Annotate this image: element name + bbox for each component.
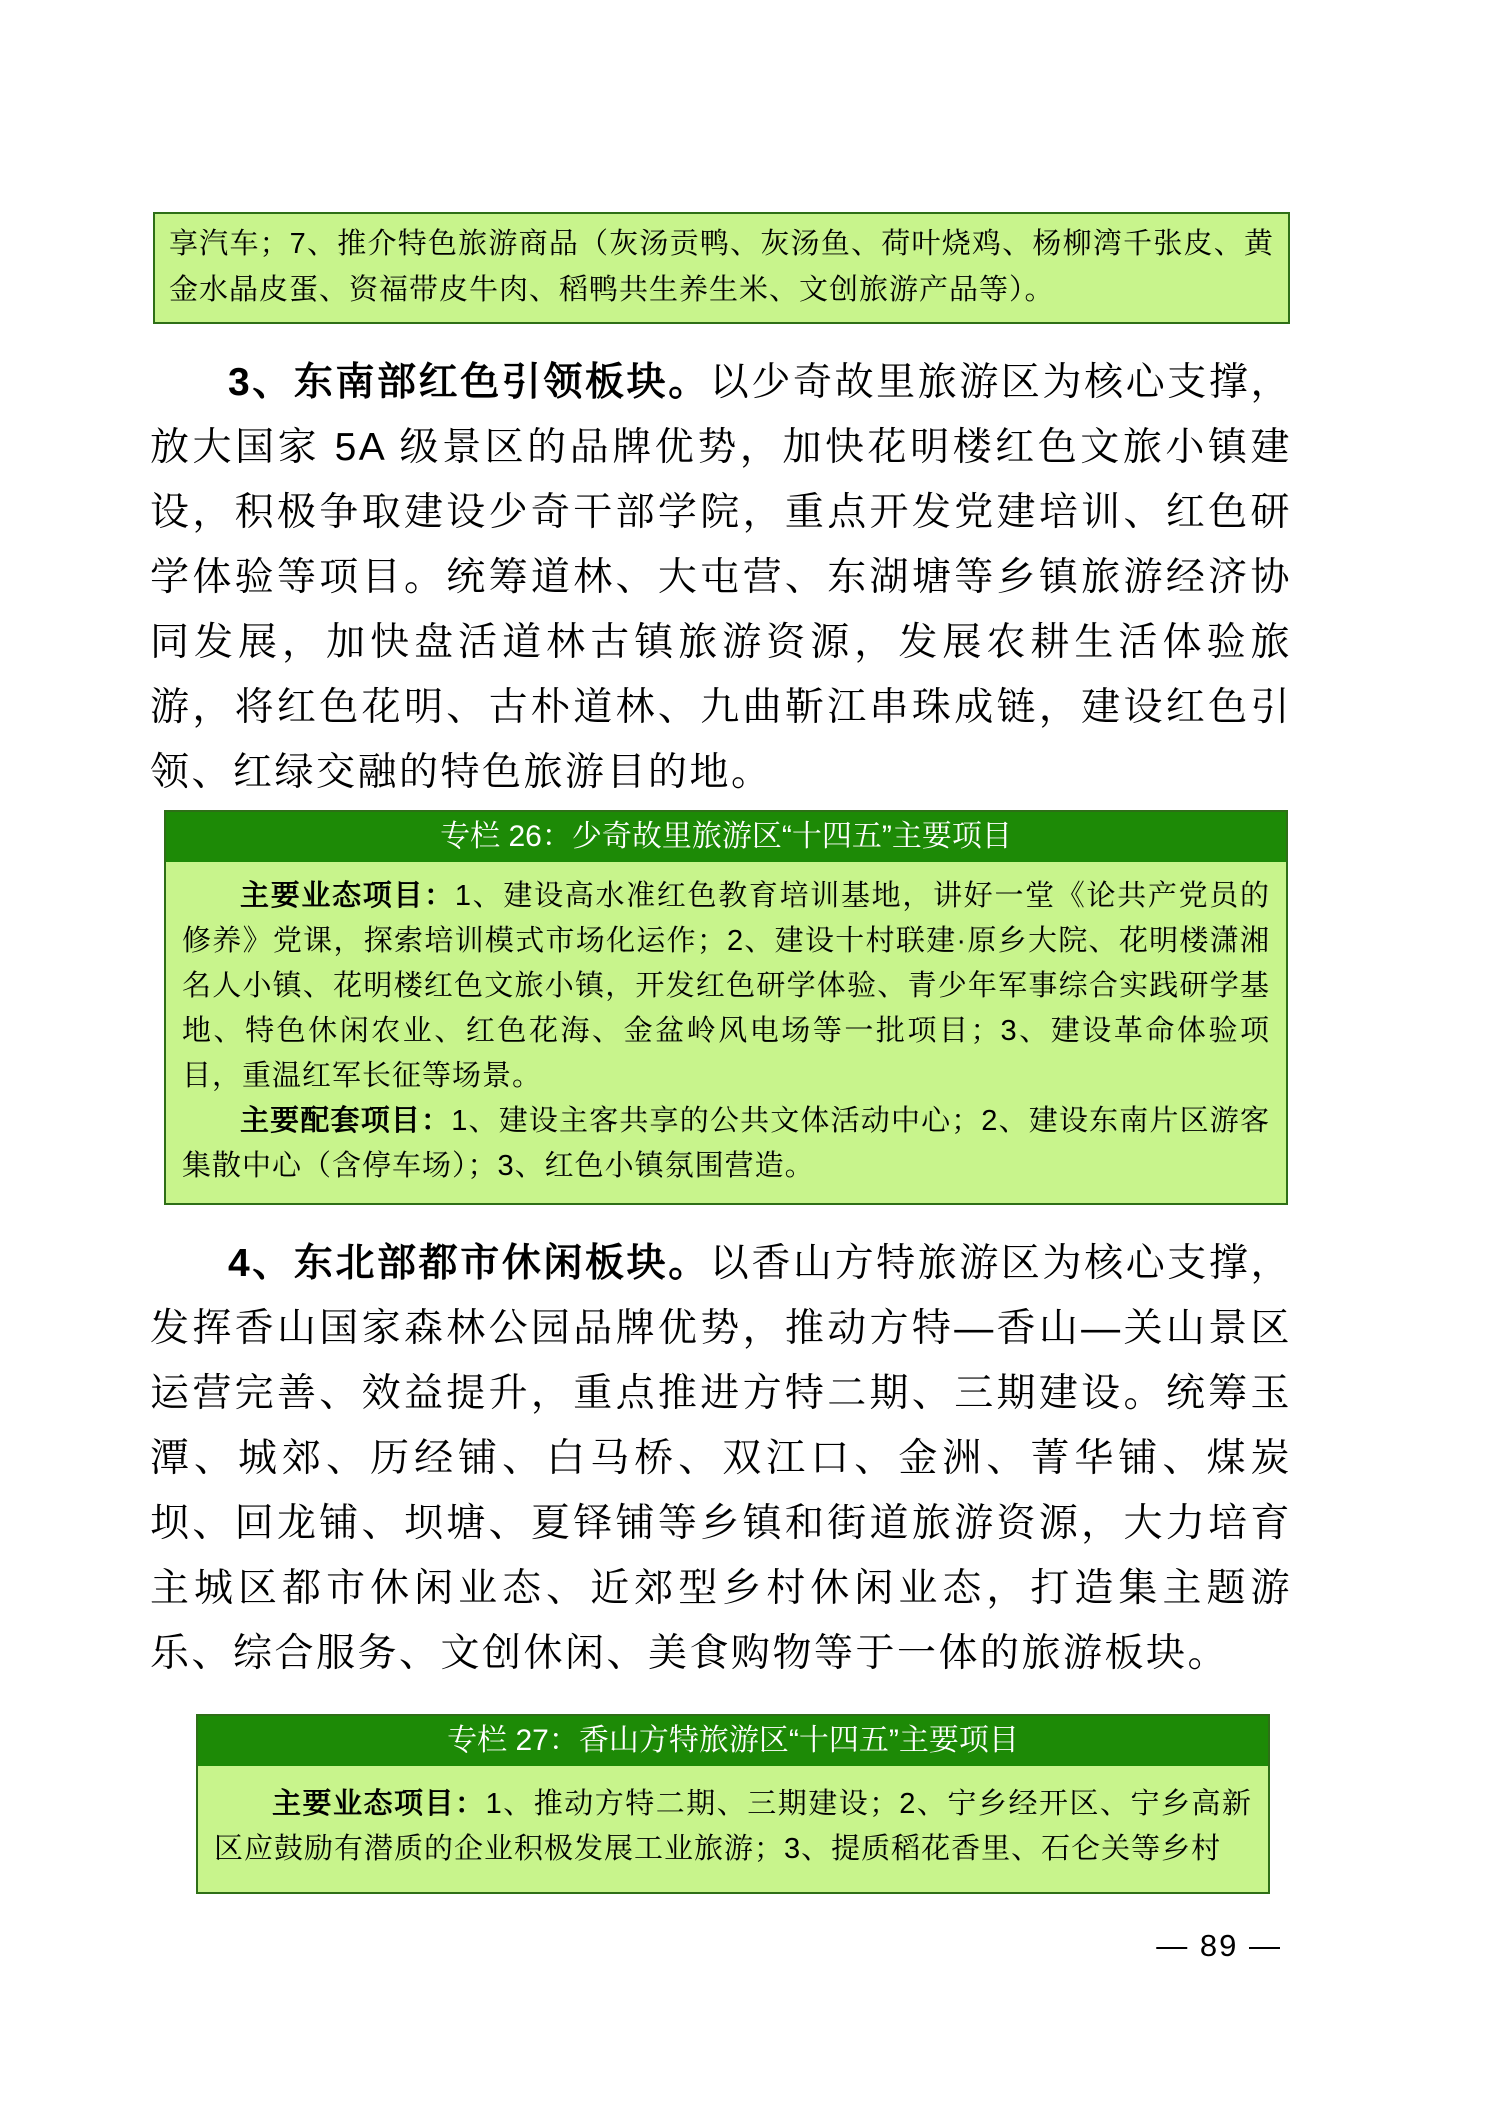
column-27-body bbox=[198, 1766, 1268, 1892]
paragraph-4 bbox=[150, 1231, 1292, 1686]
column-26-business-projects bbox=[182, 874, 1270, 1099]
paragraph-3-body: 以少奇故里旅游区为核心支撑，放大国家 5A 级景区的品牌优势，加快花明楼红色文旅小镇建设，积极争取建设少奇干部学院，重点开发党建培训、红色研学体验等项目。统筹道林、大屯营、东湖塘等乡镇旅游经济协同发展，加快盘活道林古镇旅游资源，发展农耕生活体验旅游，将红色花明、古朴道林、九曲靳江串珠成链，建设红色引领、红绿交融的特色旅游目的地。 bbox=[150, 361, 1292, 794]
column-26-support-projects-lead: 主要配套项目： bbox=[240, 1105, 452, 1137]
column-26-business-projects-lead: 主要业态项目： bbox=[240, 880, 455, 912]
column-26-title: 专栏 26：少奇故里旅游区“十四五”主要项目 bbox=[166, 812, 1286, 862]
column-27-business-projects-lead: 主要业态项目： bbox=[272, 1788, 486, 1820]
continuation-note-text: 享汽车；7、推介特色旅游商品（灰汤贡鸭、灰汤鱼、荷叶烧鸡、杨柳湾千张皮、黄金水晶皮蛋、资福带皮牛肉、稻鸭共生养生米、文创旅游产品等）。 bbox=[169, 228, 1274, 306]
page-number: — 89 — bbox=[1156, 1928, 1282, 1963]
column-26-business-projects-text: 1、建设高水准红色教育培训基地，讲好一堂《论共产党员的修养》党课，探索培训模式市场化运作；2、建设十村联建·原乡大院、花明楼潇湘名人小镇、花明楼红色文旅小镇，开发红色研学体验、青少年军事综合实践研学基地、特色休闲农业、红色花海、金盆岭风电场等一批项目；3、建设革命体验项目，重温红军长征等场景。 bbox=[182, 880, 1270, 1092]
column-27-box bbox=[196, 1714, 1270, 1894]
column-27-business-projects-text: 1、推动方特二期、三期建设；2、宁乡经开区、宁乡高新区应鼓励有潜质的企业积极发展工业旅游；3、提质稻花香里、石仑关等乡村 bbox=[214, 1788, 1252, 1865]
paragraph-3-heading: 3、东南部红色引领板块。 bbox=[228, 361, 710, 404]
column-26-support-projects bbox=[182, 1099, 1270, 1189]
column-26-support-projects-text: 1、建设主客共享的公共文体活动中心；2、建设东南片区游客集散中心（含停车场）；3、红色小镇氛围营造。 bbox=[182, 1105, 1270, 1182]
column-26-box bbox=[164, 810, 1288, 1205]
column-27-title: 专栏 27：香山方特旅游区“十四五”主要项目 bbox=[198, 1716, 1268, 1766]
column-27-business-projects bbox=[214, 1782, 1252, 1872]
column-26-body bbox=[166, 862, 1286, 1203]
paragraph-4-heading: 4、东北部都市休闲板块。 bbox=[228, 1242, 710, 1285]
paragraph-3 bbox=[150, 350, 1292, 805]
paragraph-4-body: 以香山方特旅游区为核心支撑，发挥香山国家森林公园品牌优势，推动方特—香山—关山景区运营完善、效益提升，重点推进方特二期、三期建设。统筹玉潭、城郊、历经铺、白马桥、双江口、金洲、菁华铺、煤炭坝、回龙铺、坝塘、夏铎铺等乡镇和街道旅游资源，大力培育主城区都市休闲业态、近郊型乡村休闲业态，打造集主题游乐、综合服务、文创休闲、美食购物等于一体的旅游板块。 bbox=[150, 1242, 1292, 1675]
continuation-note-box bbox=[153, 212, 1290, 324]
